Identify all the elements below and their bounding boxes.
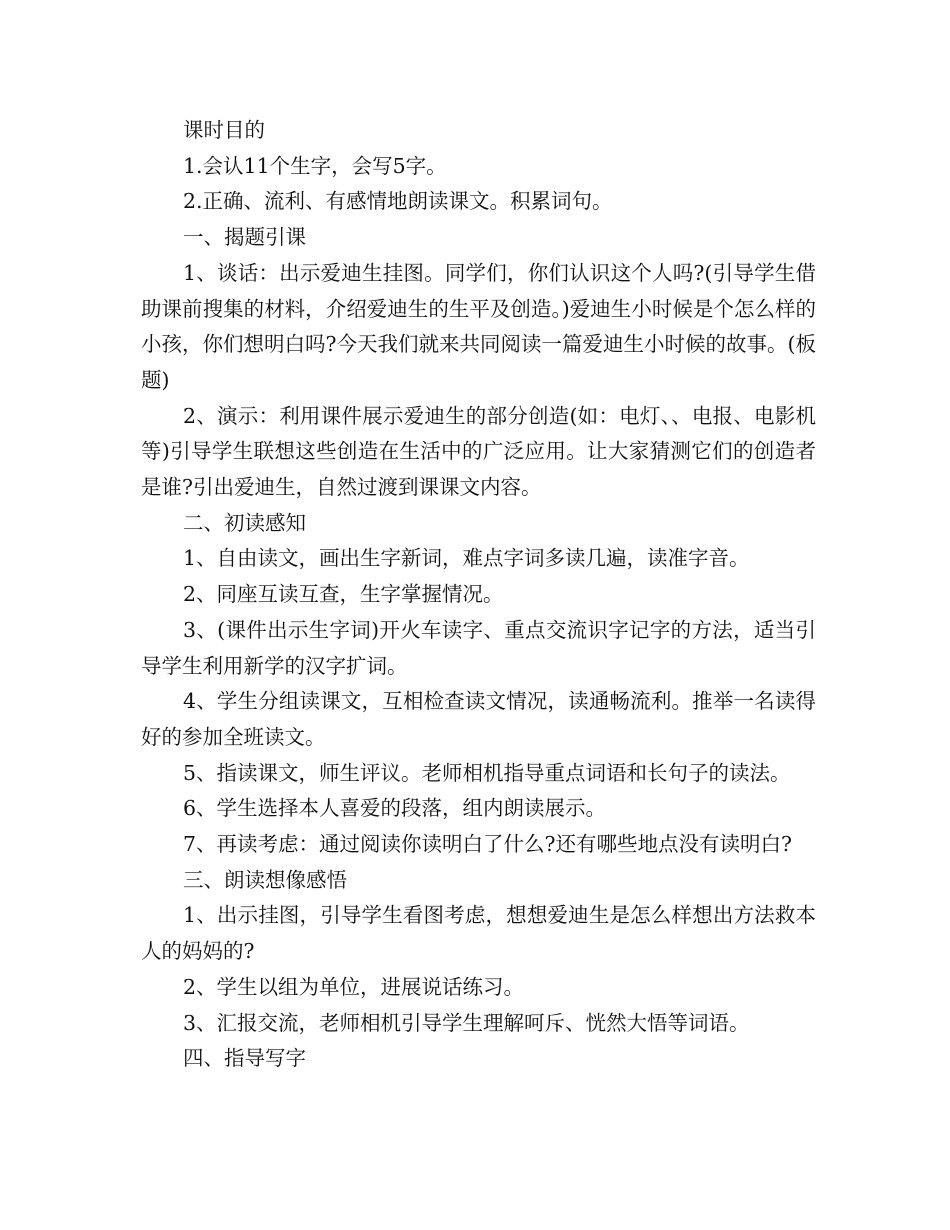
section-3-item-2: 2、学生以组为单位，进展说话练习。	[183, 974, 525, 999]
section-2-item-2: 2、同座互读互查，生字掌握情况。	[183, 582, 504, 607]
section-1-item-1: 1、谈话：出示爱迪生挂图。同学们，你们认识这个人吗?(引导学生借助课前搜集的材料，介绍爱迪生的生平及创造。)爱迪生小时候是个怎么样的小孩，你们想明白吗?今天我们就来共同阅读一篇爱迪生小时候的故事。(板题)	[141, 260, 816, 392]
section-heading-3: 三、朗读想像感悟	[183, 867, 347, 892]
section-2-item-5: 5、指读课文，师生评议。老师相机指导重点词语和长句子的读法。	[183, 760, 791, 785]
section-heading-4: 四、指导写字	[183, 1046, 306, 1071]
section-3-item-3: 3、汇报交流，老师相机引导学生理解呵斥、恍然大悟等词语。	[183, 1010, 750, 1035]
section-heading-1: 一、揭题引课	[183, 225, 306, 250]
section-2-item-7: 7、再读考虑：通过阅读你读明白了什么?还有哪些地点没有读明白?	[183, 832, 793, 857]
section-heading-2: 二、初读感知	[183, 510, 306, 535]
section-2-item-6: 6、学生选择本人喜爱的段落，组内朗读展示。	[183, 796, 607, 821]
section-2-item-1: 1、自由读文，画出生字新词，难点字词多读几遍，读准字音。	[183, 546, 750, 571]
section-2-item-4: 4、学生分组读课文，互相检查读文情况，读通畅流利。推举一名读得好的参加全班读文。	[141, 689, 816, 749]
section-3-item-1: 1、出示挂图，引导学生看图考虑，想想爱迪生是怎么样想出方法救本人的妈妈的?	[141, 903, 816, 964]
document-body	[141, 113, 816, 1077]
goal-item-1: 1.会认11个生字，会写5字。	[183, 153, 447, 178]
lesson-goal-heading: 课时目的	[183, 118, 265, 142]
section-2-item-3: 3、(课件出示生字词)开火车读字、重点交流识字记字的方法，适当引导学生利用新学的汉字扩词。	[141, 617, 816, 678]
section-1-item-2: 2、演示：利用课件展示爱迪生的部分创造(如：电灯、、电报、电影机等)引导学生联想这些创造在生活中的广泛应用。让大家猜测它们的创造者是谁?引出爱迪生，自然过渡到课课文内容。	[141, 403, 816, 500]
goal-item-2: 2.正确、流利、有感情地朗读课文。积累词句。	[183, 189, 613, 214]
